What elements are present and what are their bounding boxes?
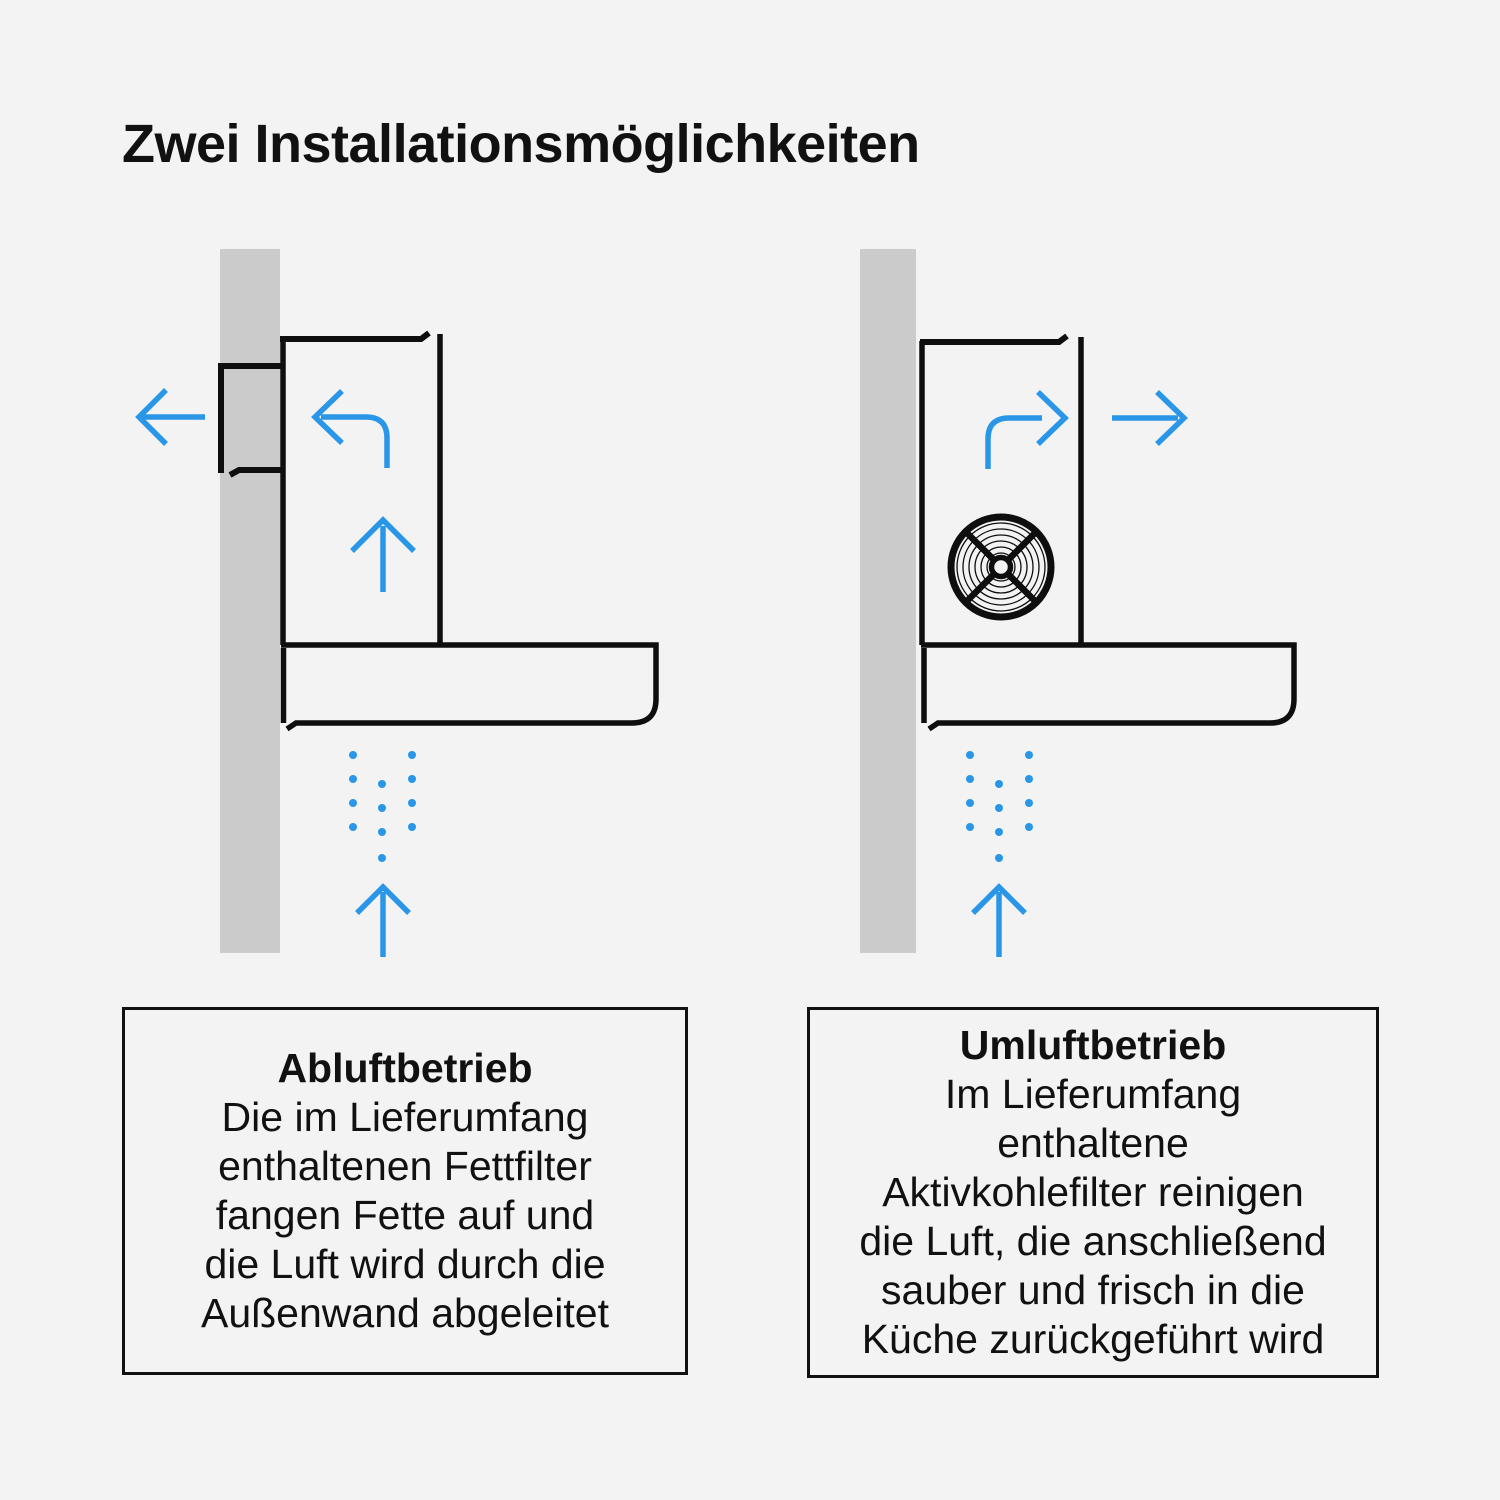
exhaust-out-arrow-icon <box>139 390 205 444</box>
caption-line: die Luft, die anschließend <box>859 1218 1327 1264</box>
intake-arrow-icon <box>973 887 1025 957</box>
recirculation-out-arrow-icon <box>1112 392 1184 444</box>
hood-canopy <box>281 645 656 729</box>
caption-line: sauber und frisch in die <box>881 1267 1305 1313</box>
intake-arrow-icon <box>357 887 409 957</box>
caption-umluftbetrieb <box>807 1007 1379 1378</box>
airflow-up-arrow-icon <box>352 520 414 592</box>
hood-chimney <box>280 333 440 645</box>
caption-line: enthaltenen Fettfilter <box>218 1143 592 1189</box>
airflow-curve-arrow-icon <box>315 391 387 468</box>
outer-wall <box>860 249 916 953</box>
caption-line: die Luft wird durch die <box>204 1241 606 1287</box>
caption-line: fangen Fette auf und <box>215 1192 595 1238</box>
steam-dots-icon <box>349 751 416 862</box>
page-title: Zwei Installationsmöglichkeiten <box>122 114 920 174</box>
caption-line: Die im Lieferumfang <box>221 1094 589 1140</box>
recirculation-diagram <box>860 249 1294 957</box>
caption-line: Aktivkohlefilter reinigen <box>882 1169 1304 1215</box>
caption-heading: Abluftbetrieb <box>277 1045 533 1091</box>
exhaust-diagram <box>139 249 656 957</box>
caption-heading: Umluftbetrieb <box>959 1022 1227 1068</box>
caption-line: Im Lieferumfang <box>944 1071 1242 1117</box>
airflow-curve-arrow-icon <box>988 392 1065 469</box>
caption-line: Küche zurückgeführt wird <box>861 1316 1325 1362</box>
hood-canopy <box>921 645 1294 729</box>
caption-line: Außenwand abgeleitet <box>200 1290 610 1336</box>
caption-abluftbetrieb <box>122 1007 688 1375</box>
fan-icon <box>951 517 1051 617</box>
steam-dots-icon <box>966 751 1033 862</box>
caption-line: enthaltene <box>997 1120 1189 1166</box>
outer-wall <box>220 249 280 953</box>
